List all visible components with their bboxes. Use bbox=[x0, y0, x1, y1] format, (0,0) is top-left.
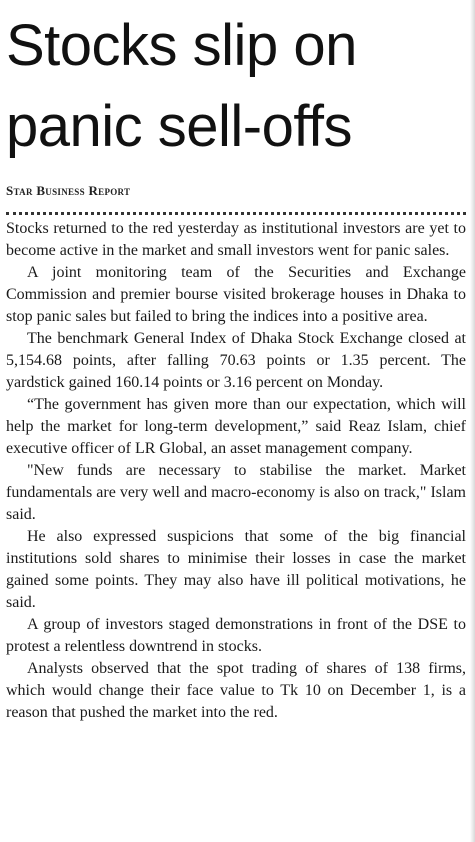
paragraph-8: Analysts observed that the spot trading of shares of 138 firms, which would change their face value to Tk 10 on December 1, is a reason that pushed the market into the red. bbox=[6, 660, 466, 722]
paragraph-6: He also expressed suspicions that some of the big financial institutions sold shares to minimise their losses in case the market gained some points. They may also have ill political motivations, he said. bbox=[6, 528, 466, 612]
byline: Star Business Report bbox=[6, 183, 131, 199]
headline bbox=[6, 0, 466, 167]
dotted-divider bbox=[6, 212, 466, 215]
headline-line-1: Stocks slip on bbox=[6, 13, 357, 78]
paragraph-3: The benchmark General Index of Dhaka Stock Exchange closed at 5,154.68 points, after falling 70.63 points or 1.35 percent. The yardstick gained 160.14 points or 3.16 percent on Monday. bbox=[6, 330, 466, 392]
paragraph-2: A joint monitoring team of the Securities and Exchange Commission and premier bourse visited brokerage houses in Dhaka to stop panic sales but failed to bring the indices into a positive area. bbox=[6, 264, 466, 326]
paragraph-7: A group of investors staged demonstrations in front of the DSE to protest a relentless downtrend in stocks. bbox=[6, 616, 466, 656]
paragraph-4: “The government has given more than our expectation, which will help the market for long-term development,” said Reaz Islam, chief executive officer of LR Global, an asset management company. bbox=[6, 396, 466, 458]
headline-line-2: panic sell-offs bbox=[6, 94, 353, 160]
page-edge-shadow bbox=[470, 0, 475, 842]
paragraph-5: "New funds are necessary to stabilise the market. Market fundamentals are very well and macro-economy is also on track," Islam said. bbox=[6, 462, 466, 524]
paragraph-1: Stocks returned to the red yesterday as institutional investors are yet to become active in the market and small investors went for panic sales. bbox=[6, 220, 466, 260]
article-body bbox=[6, 218, 466, 724]
news-article bbox=[6, 0, 466, 724]
